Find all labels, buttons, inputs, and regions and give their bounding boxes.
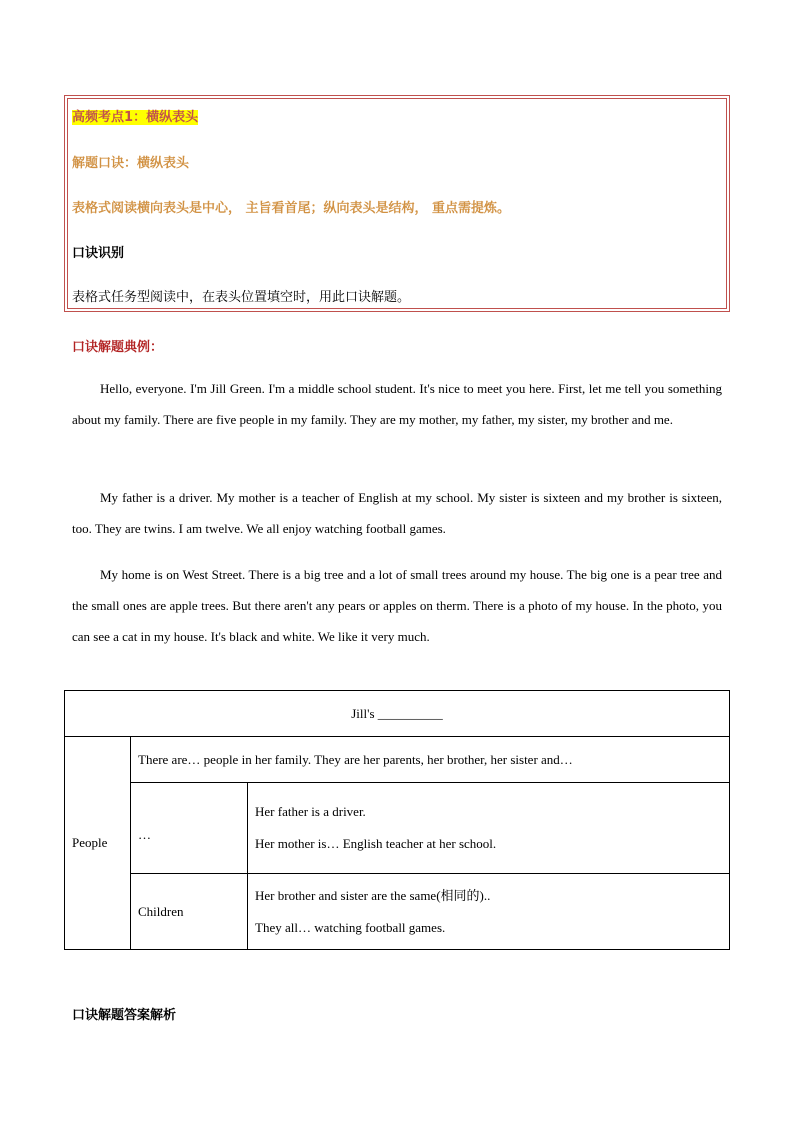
passage-paragraph-1: [72, 373, 722, 435]
tip-text: 表格式阅读横向表头是中心， 主旨看首尾；纵向表头是结构， 重点需提炼。: [72, 201, 511, 216]
row2-label: …: [131, 783, 248, 874]
key-point-box: [64, 95, 730, 312]
key-point-title: [72, 106, 198, 125]
example-heading: 口诀解题典例：: [72, 340, 164, 355]
row3-label: Children: [131, 874, 248, 950]
info-table: [64, 690, 730, 950]
row2-line-1: Her father is a driver.: [255, 804, 366, 819]
row-label-people: People: [65, 737, 131, 950]
answer-heading: 口诀解题答案解析: [72, 1008, 177, 1023]
key-point-label: 高频考点: [72, 110, 125, 125]
key-point-name: ：横纵表头: [133, 110, 199, 125]
row2-cell: [248, 783, 730, 874]
row2-line-2: Her mother is… English teacher at her school.: [255, 836, 497, 851]
passage-text-3: My home is on West Street. There is a big tree and a lot of small trees around my house. The big one is a pear tree and the small ones are apple trees. But there aren't any pears or apples on therm. There is a photo of my house. In the photo, you can see a cat in my house. It's black and white. We like it very much.: [72, 567, 722, 644]
table-header: Jill's __________: [65, 691, 730, 737]
passage-text-1: Hello, everyone. I'm Jill Green. I'm a middle school student. It's nice to meet you here. First, let me tell you something about my family. There are five people in my family. They are my mother, my father, my sister, my brother and me.: [72, 381, 722, 427]
passage-paragraph-2: [72, 482, 722, 544]
passage-text-2: My father is a driver. My mother is a teacher of English at my school. My sister is sixteen and my brother is sixteen, too. They are twins. I am twelve. We all enjoy watching football games.: [72, 490, 722, 536]
recognize-text: 表格式任务型阅读中，在表头位置填空时，用此口诀解题。: [72, 290, 411, 305]
key-point-number: 1: [124, 110, 134, 125]
passage-paragraph-3: [72, 559, 722, 652]
recognize-heading: 口诀识别: [72, 246, 125, 261]
row3-line-2: They all… watching football games.: [255, 919, 446, 935]
row3-line-1: Her brother and sister are the same(相同的)..: [255, 887, 491, 903]
row1-text: There are… people in her family. They are her parents, her brother, her sister and…: [131, 737, 730, 783]
row3-cell: [248, 874, 730, 950]
tip-label: 解题口诀：横纵表头: [72, 156, 190, 171]
